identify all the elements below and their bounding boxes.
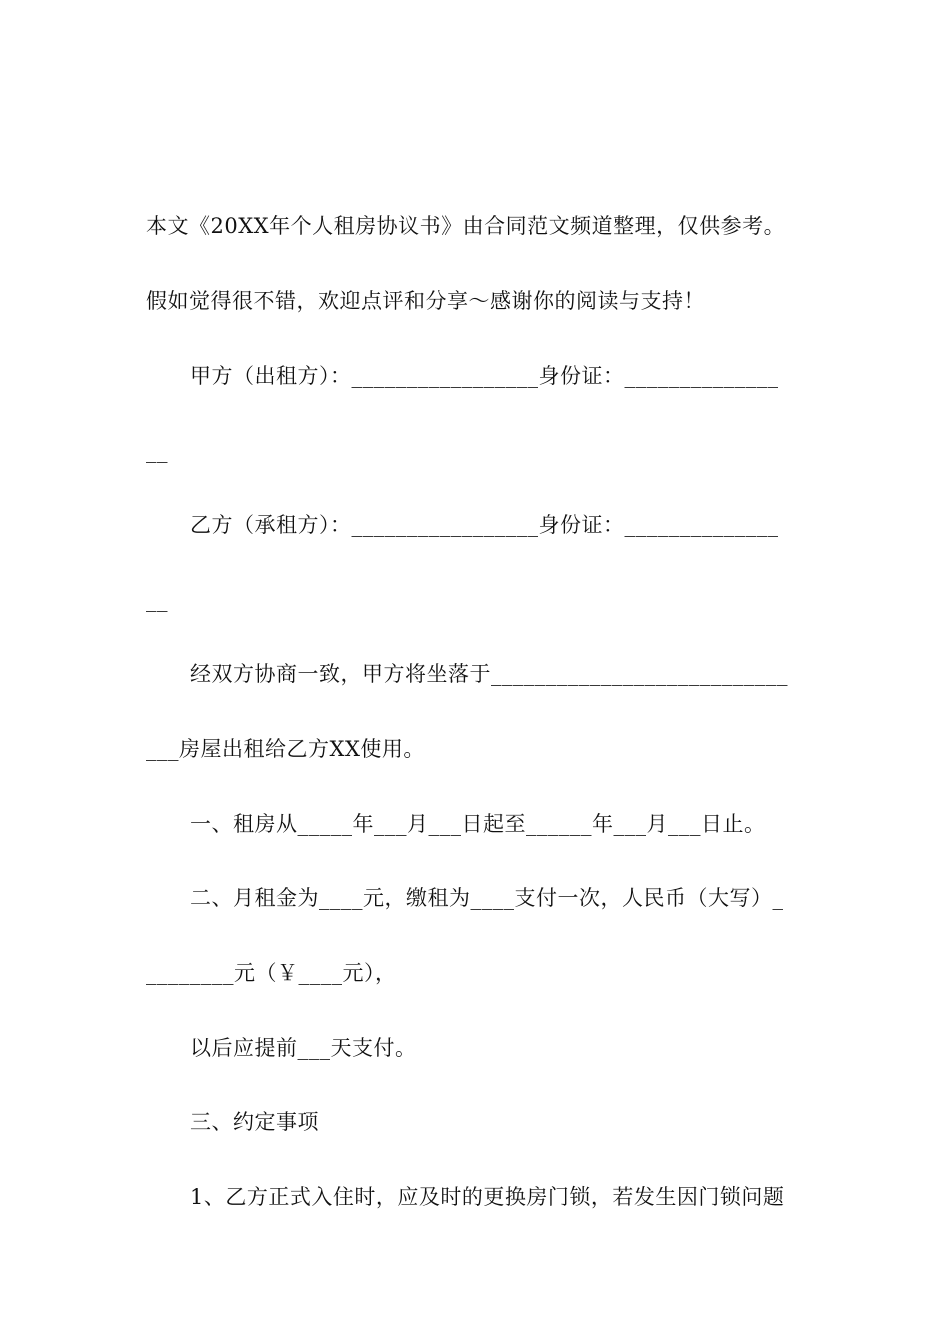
- clause-3-heading: 三、约定事项: [190, 1110, 319, 1134]
- party-b-continuation: __: [146, 588, 168, 612]
- clause-3-item-1: 1、乙方正式入住时，应及时的更换房门锁，若发生因门锁问题: [190, 1185, 785, 1209]
- clause-1: 一、租房从_____年___月___日起至______年___月___日止。: [190, 812, 766, 836]
- agreement-continuation: ___房屋出租给乙方XX使用。: [146, 737, 425, 761]
- clause-2-tail: 以后应提前___天支付。: [190, 1036, 417, 1060]
- party-b-line: 乙方（承租方）：_________________身份证：______________: [190, 513, 779, 537]
- party-a-line: 甲方（出租方）：_________________身份证：______________: [190, 364, 779, 388]
- clause-2-continuation: ________元（￥____元），: [146, 961, 397, 985]
- agreement-line: 经双方协商一致，甲方将坐落于___________________________: [190, 662, 788, 686]
- party-a-continuation: __: [146, 439, 168, 463]
- intro-line-2: 假如觉得很不错，欢迎点评和分享～感谢你的阅读与支持！: [146, 289, 705, 313]
- clause-2: 二、月租金为____元，缴租为____支付一次，人民币（大写）_: [190, 886, 784, 910]
- intro-line-1: 本文《20XX年个人租房协议书》由合同范文频道整理，仅供参考。: [146, 214, 786, 238]
